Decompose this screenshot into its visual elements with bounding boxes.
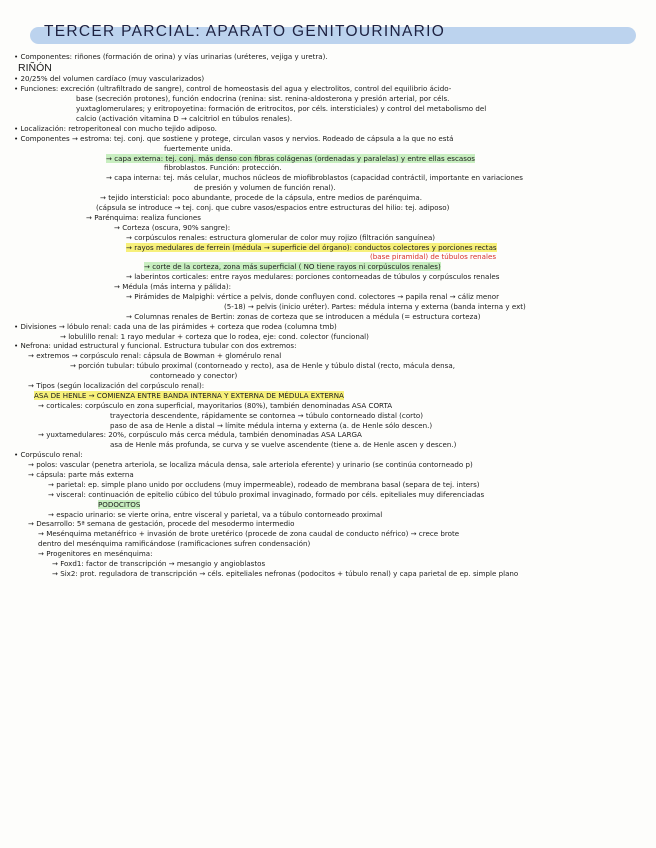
note-line: de presión y volumen de función renal). bbox=[194, 183, 336, 193]
note-line: → capa interna: tej. más celular, muchos núcleos de miofibroblastos (capacidad contráctil, importante en variaciones bbox=[106, 173, 523, 183]
note-line: → tejido intersticial: poco abundante, procede de la cápsula, entre medios de parénquima. bbox=[100, 193, 422, 203]
note-line: → lobulillo renal: 1 rayo medular + corteza que lo rodea, eje: cond. colector (funcional) bbox=[60, 331, 369, 341]
note-line: → Médula (más interna y pálida): bbox=[114, 282, 231, 292]
note-line: dentro del mesénquima ramificándose (ramificaciones sufren condensación) bbox=[38, 539, 311, 549]
note-line: → Desarrollo: 5ª semana de gestación, procede del mesodermo intermedio bbox=[28, 519, 295, 529]
note-line: asa de Henle más profunda, se curva y se vuelve ascendente (tiene a. de Henle ascen y descen.) bbox=[110, 440, 457, 450]
note-line: fibroblastos. Función: protección. bbox=[164, 163, 282, 173]
section-heading-rinon: RIÑÓN bbox=[18, 61, 52, 74]
note-line: → parietal: ep. simple plano unido por occludens (muy impermeable), rodeado de membrana basal (separa de tej. inters) bbox=[48, 479, 480, 489]
page-title: TERCER PARCIAL: APARATO GENITOURINARIO bbox=[44, 23, 446, 40]
note-line: • Componentes: riñones (formación de orina) y vías urinarias (uréteres, vejiga y uretra). bbox=[14, 52, 328, 61]
note-line-red: (base piramidal) de túbulos renales bbox=[370, 252, 497, 262]
note-line-highlight: ASA DE HENLE → COMIENZA ENTRE BANDA INTERNA Y EXTERNA DE MÉDULA EXTERNA bbox=[34, 390, 344, 400]
note-line: → Mesénquima metanéfrico + invasión de brote uretérico (procede de zona caudal de conducto néfrico) → crece brote bbox=[38, 529, 460, 539]
note-line: calcio (activación vitamina D → calcitriol en túbulos renales). bbox=[76, 113, 293, 123]
note-line: paso de asa de Henle a distal → límite médula interna y externa (a. de Henle sólo descen.) bbox=[110, 420, 433, 430]
note-line: base (secreción protones), función endocrina (renina: sist. renina-aldosterona y presión arterial, por céls. bbox=[76, 94, 450, 104]
note-line: → extremos → corpúsculo renal: cápsula de Bowman + glomérulo renal bbox=[28, 351, 282, 361]
notes-body bbox=[14, 52, 646, 579]
note-line: → Corteza (oscura, 90% sangre): bbox=[114, 222, 231, 232]
note-line: contorneado y conector) bbox=[150, 371, 238, 381]
note-line: → corte de la corteza, zona más superficial ( NO tiene rayos ni corpúsculos renales) bbox=[144, 262, 441, 272]
note-line: → corticales: corpúsculo en zona superficial, mayoritarios (80%), también denominadas ASA CORTA bbox=[38, 400, 393, 410]
note-line: → porción tubular: túbulo proximal (contorneado y recto), asa de Henle y túbulo distal (recto, mácula densa, bbox=[70, 361, 455, 371]
note-line: → polos: vascular (penetra arteriola, se localiza mácula densa, sale arteriola eferente) y urinario (se continúa contorneado p) bbox=[28, 460, 473, 470]
note-line: → espacio urinario: se vierte orina, entre visceral y parietal, va a túbulo contorneado proximal bbox=[48, 509, 383, 519]
note-line: • 20/25% del volumen cardíaco (muy vascularizados) bbox=[14, 74, 205, 84]
note-line: yuxtaglomerulares; y eritropoyetina: formación de eritrocitos, por céls. intersticiales) y control del metabolismo del bbox=[76, 104, 487, 114]
note-line: → corpúsculos renales: estructura glomerular de color muy rojizo (filtración sanguínea) bbox=[126, 232, 436, 242]
note-line: • Componentes → estroma: tej. conj. que sostiene y protege, circulan vasos y nervios. Rodeado de cápsula a la que no está bbox=[14, 133, 454, 143]
note-line: → laberintos corticales: entre rayos medulares: porciones contorneadas de túbulos y corpúsculos renales bbox=[126, 272, 500, 282]
note-line: fuertemente unida. bbox=[164, 143, 233, 153]
note-line: (5-18) → pelvis (inicio uréter). Partes: médula interna y externa (banda interna y ext) bbox=[224, 301, 526, 311]
note-line: → yuxtamedulares: 20%, corpúsculo más cerca médula, también denominadas ASA LARGA bbox=[38, 430, 362, 440]
note-line: → Pirámides de Malpighi: vértice a pelvis, donde confluyen cond. colectores → papila renal → cáliz menor bbox=[126, 291, 500, 301]
note-line: • Funciones: excreción (ultrafiltrado de sangre), control de homeostasis del agua y electrolitos, control del equilibrio ácido- bbox=[14, 84, 452, 94]
note-line: → Six2: prot. reguladora de transcripción → céls. epiteliales nefronas (podocitos + túbulo renal) y capa parietal de ep. simple plano bbox=[52, 568, 519, 578]
note-line: • Localización: retroperitoneal con mucho tejido adiposo. bbox=[14, 123, 217, 133]
note-line: → capa externa: tej. conj. más denso con fibras colágenas (ordenadas y paralelas) y entre ellas escasos bbox=[106, 153, 475, 163]
note-line: → Foxd1: factor de transcripción → mesangio y angioblastos bbox=[52, 559, 266, 569]
note-line: → cápsula: parte más externa bbox=[28, 470, 134, 480]
note-line: • Divisiones → lóbulo renal: cada una de las pirámides + corteza que rodea (columna tmb) bbox=[14, 321, 337, 331]
note-line: → Columnas renales de Bertin: zonas de corteza que se introducen a médula (= estructura corteza) bbox=[126, 311, 481, 321]
note-line: • Corpúsculo renal: bbox=[14, 450, 83, 460]
note-line: → Parénquima: realiza funciones bbox=[86, 212, 201, 222]
note-line: trayectoria descendente, rápidamente se contornea → túbulo contorneado distal (corto) bbox=[110, 410, 423, 420]
note-line: → visceral: continuación de epitelio cúbico del túbulo proximal invaginado, formado por céls. epiteliales muy diferenciadas bbox=[48, 489, 485, 499]
note-line: • Nefrona: unidad estructural y funcional. Estructura tubular con dos extremos: bbox=[14, 341, 297, 351]
note-line: → rayos medulares de ferrein (médula → superficie del órgano): conductos colectores y porciones rectas bbox=[126, 242, 497, 252]
note-line: → Progenitores en mesénquima: bbox=[38, 549, 153, 559]
note-line: → Tipos (según localización del corpúsculo renal): bbox=[28, 381, 205, 390]
note-line: (cápsula se introduce → tej. conj. que cubre vasos/espacios entre estructuras del hilio: tej. adiposo) bbox=[96, 202, 450, 212]
note-line: PODOCITOS bbox=[98, 499, 141, 509]
